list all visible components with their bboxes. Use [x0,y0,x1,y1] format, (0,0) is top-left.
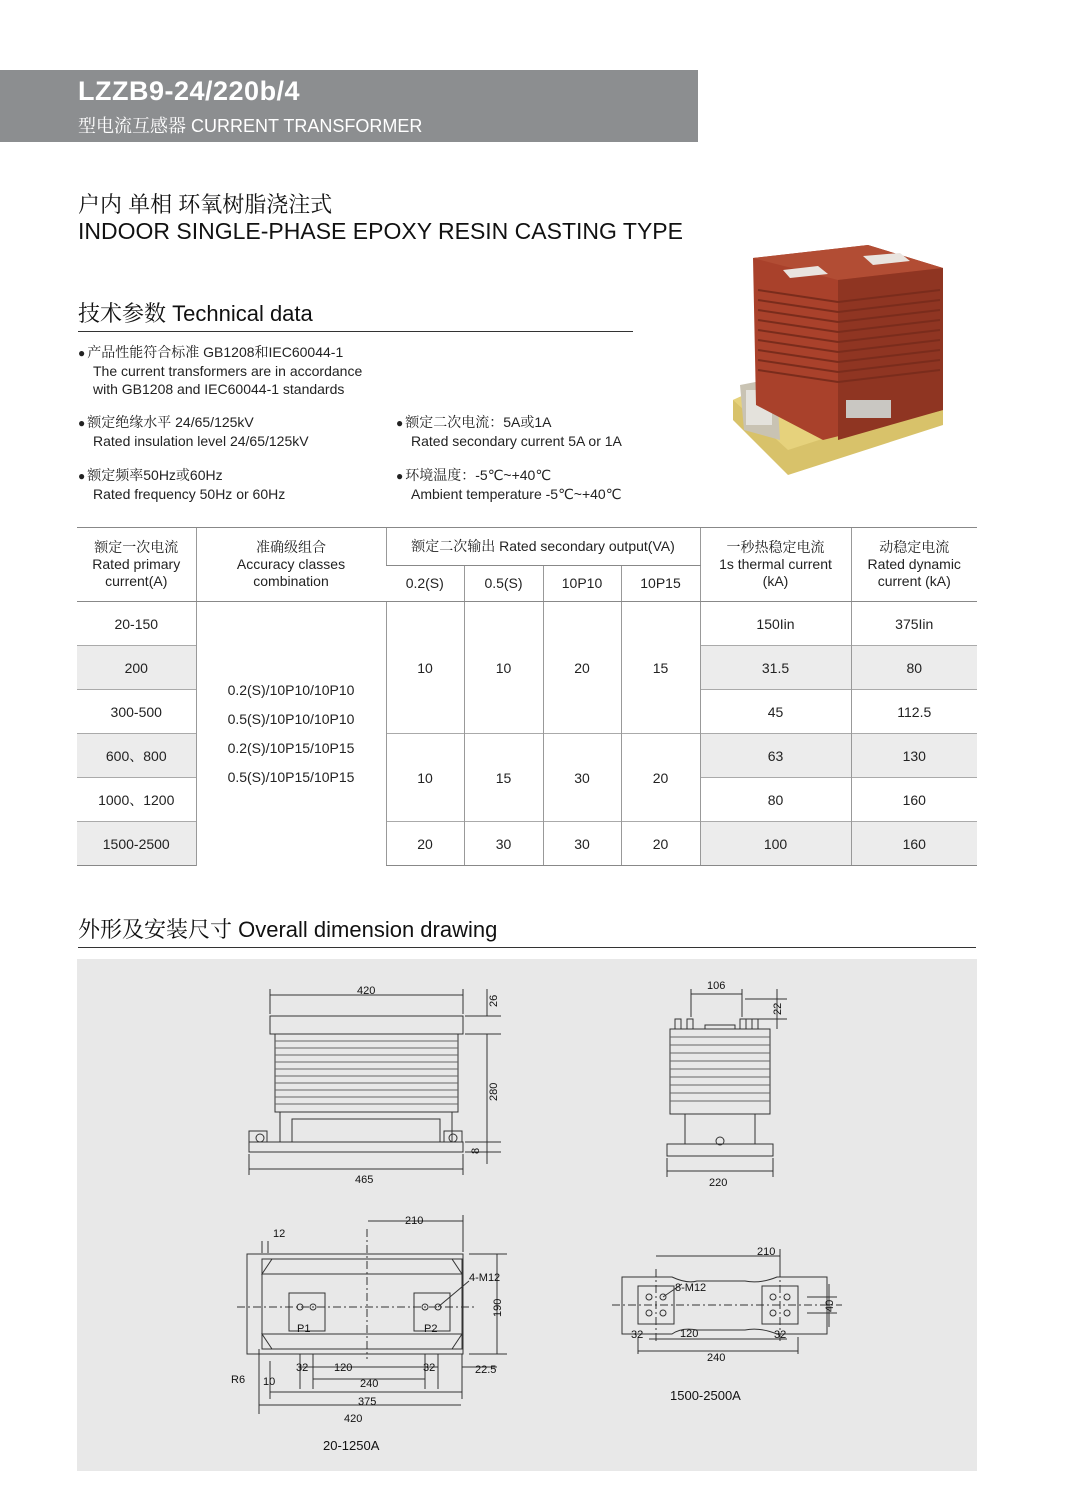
bullet-cn: ● 额定二次电流：5A或1A [396,414,552,430]
output-cell: 20 [386,822,464,866]
dim-plan2-32b: 32 [774,1329,787,1341]
output-cell: 15 [621,602,700,734]
label-p2: P2 [424,1323,438,1335]
dim-plan-10: 10 [263,1376,276,1388]
output-cell: 20 [621,822,700,866]
output-cell: 30 [543,734,621,822]
bullet-secondary-current [396,413,622,450]
bullet-en: Rated secondary current 5A or 1A [411,433,622,449]
dim-side-106: 106 [707,980,726,992]
primary-cell: 200 [77,646,196,690]
dim-plan-420: 420 [344,1413,363,1425]
dim-plan2-240: 240 [707,1352,726,1364]
dim-plan2-120: 120 [680,1328,699,1340]
header-secondary-output: 额定二次输出 Rated secondary output(VA) [386,528,700,566]
thermal-cell: 100 [700,822,851,866]
dim-plan2-210: 210 [757,1246,776,1258]
output-cell: 10 [464,602,543,734]
dim-plan-190: 190 [492,1298,504,1317]
bullet-standard [78,343,362,398]
header-line: 准确级组合 [256,539,326,555]
dim-plan-32a: 32 [296,1362,309,1374]
output-cell: 30 [543,822,621,866]
primary-cell: 1000、1200 [77,778,196,822]
dynamic-cell: 80 [851,646,977,690]
header-line: current (kA) [877,573,951,589]
product-photo [728,240,948,475]
dim-plan-32b: 32 [423,1362,436,1374]
bullet-insulation [78,413,309,450]
primary-cell: 300-500 [77,690,196,734]
header-line: 一秒热稳定电流 [726,539,825,555]
bullet-en: The current transformers are in accordance [93,363,363,379]
bullet-cn: ● 额定频率50Hz或60Hz [78,467,223,483]
accuracy-line: 0.2(S)/10P10/10P10 [227,681,355,698]
header-02s: 0.2(S) [386,566,464,602]
output-cell: 20 [621,734,700,822]
thermal-cell: 45 [700,690,851,734]
dynamic-cell: 160 [851,778,977,822]
thermal-cell: 80 [700,778,851,822]
bullet-cn: ● 产品性能符合标准 GB1208和IEC60044-1 [78,344,343,360]
bullet-en: Rated frequency 50Hz or 60Hz [93,486,286,502]
dimension-drawing-heading: 外形及安装尺寸 Overall dimension drawing [78,913,976,948]
caption-20-1250a: 20-1250A [323,1438,380,1453]
dynamic-cell: 112.5 [851,690,977,734]
header-dynamic [851,528,977,602]
thermal-cell: 31.5 [700,646,851,690]
technical-data-heading: 技术参数 Technical data [78,297,633,332]
primary-cell: 20-150 [114,615,159,632]
dynamic-cell: 160 [851,822,977,866]
dim-plan-4m12: 4-M12 [469,1272,501,1284]
accuracy-cell [196,602,386,866]
bullet-frequency [78,466,285,503]
dim-plan-225: 22.5 [475,1364,497,1376]
primary-cell: 1500-2500 [77,822,196,866]
dimension-drawing [77,959,977,1471]
header-accuracy [196,528,386,602]
dim-side-22: 22 [772,1002,784,1015]
spec-table [77,527,977,866]
dim-plan-120: 120 [334,1362,353,1374]
dim-front-465: 465 [355,1174,374,1186]
dynamic-cell: 375Iin [851,602,977,646]
header-line: current(A) [105,573,168,589]
bullet-en: Ambient temperature -5℃~+40℃ [411,486,622,502]
header-primary-current [77,528,196,602]
header-line: Rated dynamic [867,556,961,572]
header-line: (kA) [762,573,789,589]
bullet-cn: ● 环境温度：-5℃~+40℃ [396,467,551,483]
header-10p15: 10P15 [621,566,700,602]
dim-plan-r6: R6 [231,1374,246,1386]
table-row [77,602,977,646]
dim-side-220: 220 [709,1177,728,1189]
header-line: Accuracy classes [236,556,346,572]
dim-plan2-8m12: 8-M12 [675,1282,707,1294]
thermal-cell: 63 [700,734,851,778]
model-title: LZZB9-24/220b/4 [78,76,301,106]
dim-front-26: 26 [488,994,500,1007]
caption-1500-2500a: 1500-2500A [670,1388,741,1403]
accuracy-line: 0.2(S)/10P15/10P15 [227,739,355,756]
header-line: Rated primary [92,556,181,572]
header-line: 1s thermal current [719,556,832,572]
header-thermal [700,528,851,602]
bullet-en: with GB1208 and IEC60044-1 standards [93,381,345,397]
bullet-ambient [396,466,621,503]
output-cell: 20 [543,602,621,734]
front-view [249,989,501,1175]
product-subtitle: 型电流互感器 CURRENT TRANSFORMER [78,116,423,136]
output-cell: 10 [386,734,464,822]
header-line: combination [253,573,329,589]
bullet-en: Rated insulation level 24/65/125kV [93,433,309,449]
plan-view-large [612,1249,842,1354]
bullet-cn: ● 额定绝缘水平 24/65/125kV [78,414,254,430]
side-view [667,989,787,1177]
type-en: INDOOR SINGLE-PHASE EPOXY RESIN CASTING TYPE [78,218,683,244]
dim-plan-12: 12 [273,1228,286,1240]
dim-front-280: 280 [488,1082,500,1101]
dim-plan-375: 375 [358,1396,377,1408]
dim-front-8: 8 [470,1147,482,1154]
dim-front-420: 420 [357,985,376,997]
accuracy-line: 0.5(S)/10P15/10P15 [227,768,355,785]
type-cn: 户内 单相 环氧树脂浇注式 [78,192,333,217]
header-line: 额定一次电流 [94,539,179,555]
dim-plan-240: 240 [360,1378,379,1390]
dynamic-cell: 130 [851,734,977,778]
primary-cell: 600、800 [77,734,196,778]
dim-plan-210: 210 [405,1215,424,1227]
header-05s: 0.5(S) [464,566,543,602]
header-line: 动稳定电流 [879,539,950,555]
header-10p10: 10P10 [543,566,621,602]
output-cell: 30 [464,822,543,866]
label-p1: P1 [297,1323,311,1335]
accuracy-line: 0.5(S)/10P10/10P10 [227,710,355,727]
thermal-cell: 150Iin [700,602,851,646]
output-cell: 15 [464,734,543,822]
dim-plan2-32a: 32 [631,1329,644,1341]
dimension-drawing-panel [77,959,977,1471]
dim-plan2-40: 40 [824,1299,836,1312]
output-cell: 10 [386,602,464,734]
